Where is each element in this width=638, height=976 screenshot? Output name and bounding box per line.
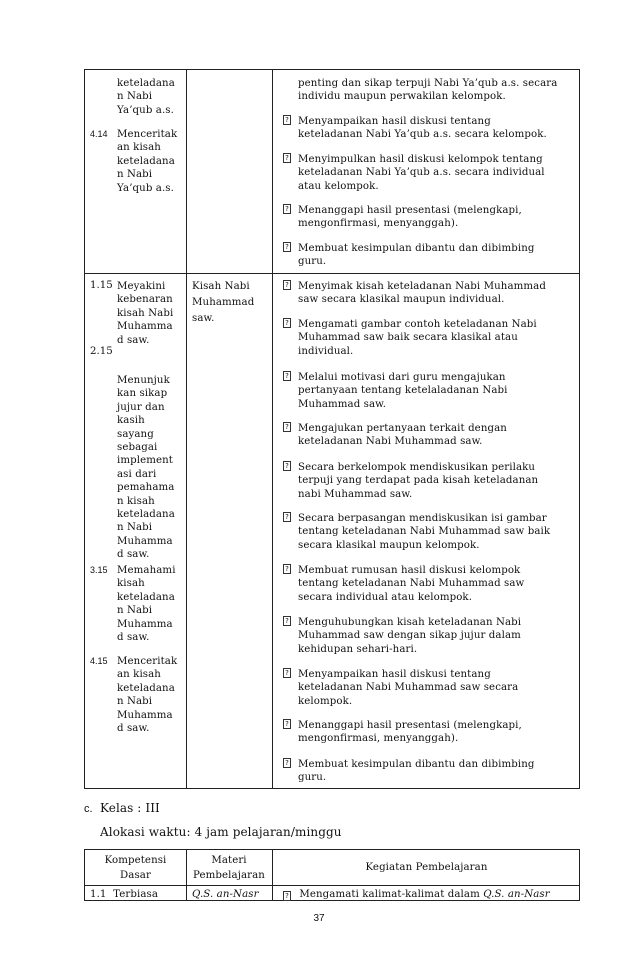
missing-glyph-bullet-icon: ?: [283, 153, 291, 163]
materi-qs-an-nasr: Q.S. an-Nasr: [192, 889, 259, 900]
missing-glyph-bullet-icon: ?: [283, 719, 291, 729]
missing-glyph-bullet-icon: ?: [283, 422, 291, 432]
missing-glyph-bullet-icon: ?: [283, 115, 291, 125]
kd-number-1-15: 1.15: [90, 280, 113, 291]
kd-2-15-text: Menunjuk kan sikap jujur dan kasih sayang sebagai implement asi dari pemahama n kisah keteladana n Nabi Muhamma d saw.: [117, 375, 175, 561]
missing-glyph-bullet-icon: ?: [283, 318, 291, 328]
kd-number-2-15: 2.15: [90, 346, 113, 357]
missing-glyph-bullet-icon: ?: [283, 668, 291, 678]
missing-glyph-bullet-icon: ?: [283, 891, 291, 901]
kd-continuation-text: keteladana n Nabi Ya’qub a.s.: [117, 78, 175, 116]
kd-number-4-14: 4.14: [90, 129, 108, 139]
missing-glyph-bullet-icon: ?: [283, 242, 291, 252]
section-title: Kelas : III: [100, 801, 160, 815]
missing-glyph-bullet-icon: ?: [283, 758, 291, 768]
materi-kisah-nabi-muhammad: Kisah Nabi Muhammad saw.: [192, 281, 255, 324]
missing-glyph-bullet-icon: ?: [283, 461, 291, 471]
section-marker: c.: [84, 803, 93, 815]
header-kegiatan-pembelajaran: Kegiatan Pembelajaran: [365, 862, 488, 873]
missing-glyph-bullet-icon: ?: [283, 616, 291, 626]
page-number: 37: [313, 913, 325, 924]
kd-4-15-text: Menceritak an kisah keteladana n Nabi Muhamma d saw.: [117, 656, 178, 735]
missing-glyph-bullet-icon: ?: [283, 512, 291, 522]
learning-table-kelas-3: [84, 849, 580, 901]
missing-glyph-bullet-icon: ?: [283, 204, 291, 214]
missing-glyph-bullet-icon: ?: [283, 564, 291, 574]
kd-number-4-15: 4.15: [90, 656, 108, 666]
activities-row1: penting dan sikap terpuji Nabi Ya’qub a.s. secara individu maupun perwakilan kelompok. ? Menyampaikan hasil diskusi tentang keteladanan Nabi Ya’qub a.s. secara kelompok. ? Menyimpulkan hasil diskusi kelompok tentang keteladanan Nabi Ya’qub a.s. secara individual atau kelompok. ? Menanggapi hasil presentasi (melengkapi, mengonfirmasi, menyanggah). ? Membuat kesimpulan dibantu dan dibimbing guru.: [283, 70, 573, 270]
kd-3-15-text: Memahami kisah keteladana n Nabi Muhamma d saw.: [117, 565, 176, 644]
missing-glyph-bullet-icon: ?: [283, 371, 291, 381]
time-allocation: Alokasi waktu: 4 jam pelajaran/minggu: [100, 825, 342, 839]
kd-1-1: 1.1 Terbiasa: [90, 889, 159, 900]
header-materi-pembelajaran: Materi Pembelajaran: [193, 855, 265, 881]
learning-table-continued: [84, 69, 580, 789]
missing-glyph-bullet-icon: ?: [283, 280, 291, 290]
kd-1-15-text: Meyakini kebenaran kisah Nabi Muhamma d saw.: [117, 281, 174, 346]
kd-4-14-text: Menceritak an kisah keteladana n Nabi Ya’qub a.s.: [117, 129, 178, 194]
activity-item: ? Mengamati kalimat-kalimat dalam Q.S. an-Nasr: [283, 888, 578, 901]
header-kompetensi-dasar: Kompetensi Dasar: [104, 855, 167, 881]
kd-number-3-15: 3.15: [90, 565, 108, 575]
activities-row2: ? Menyimak kisah keteladanan Nabi Muhammad saw secara klasikal maupun individual. ? Mengamati gambar contoh keteladanan Nabi Muhammad saw baik secara klasikal atau individual. ? Melalui motivasi dari guru mengajukan pertanyaan tentang ketelaladanan Nabi Muhammad saw. ? Mengajukan pertanyaan terkait dengan keteladanan Nabi Muhammad saw. ? Secara berkelompok mendiskusikan perilaku terpuji yang terdapat pada kisah keteladanan nabi Muhammad saw. ? Secara berpasangan mendiskusikan isi gambar tentang keteladanan Nabi Muhammad saw baik secara klasikal maupun kelompok. ? Membuat rumusan hasil diskusi kelompok tentang keteladanan Nabi Muhammad saw secara individual atau kelompok. ? Menguhubungkan kisah keteladanan Nabi Muhammad saw dengan sikap jujur dalam kehidupan sehari-hari. ? Menyampaikan hasil diskusi tentang keteladanan Nabi Muhammad saw secara kelompok. ? Menanggapi hasil presentasi (melengkapi, mengonfirmasi, menyanggah). ? Membuat kesimpulan dibantu dan dibimbing guru.: [283, 276, 573, 786]
